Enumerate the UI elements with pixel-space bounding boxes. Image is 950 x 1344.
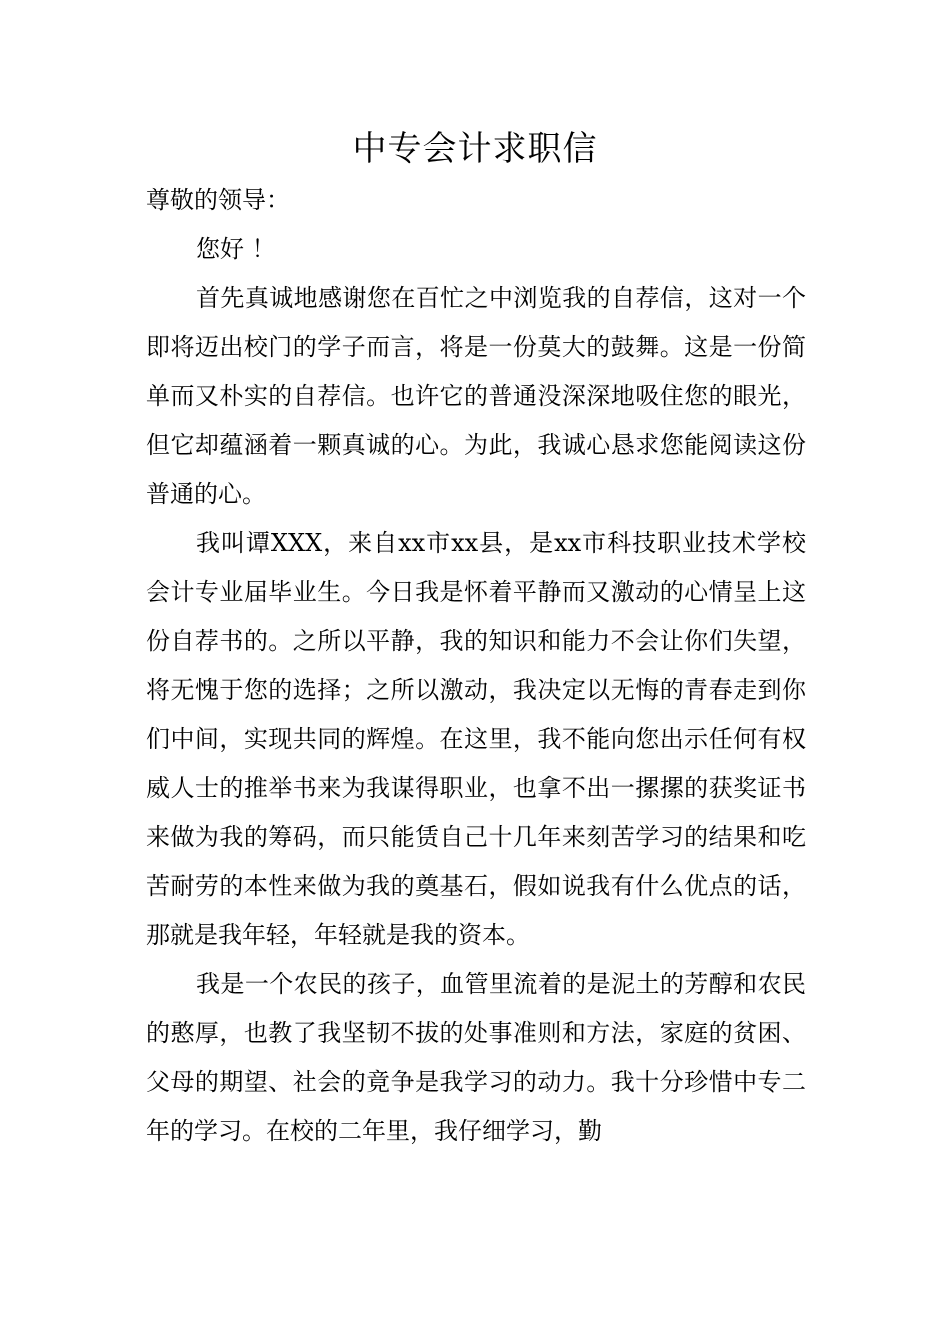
page-title: 中专会计求职信 bbox=[352, 129, 598, 169]
paragraph-1: 首先真诚地感谢您在百忙之中浏览我的自荐信，这对一个即将迈出校门的学子而言，将是一份莫大的鼓舞。这是一份简单而又朴实的自荐信。也许它的普通没深深地吸住您的眼光，但它却蕴涵着一颗真诚的心。为此，我诚心恳求您能阅读这份普通的心。 bbox=[146, 284, 806, 508]
letter-body bbox=[146, 176, 806, 1156]
greeting: 您好 ！ bbox=[196, 235, 276, 263]
paragraph-3: 我是一个农民的孩子，血管里流着的是泥土的芳醇和农民的憨厚，也教了我坚韧不拔的处事准则和方法，家庭的贫困、父母的期望、社会的竟争是我学习的动力。我十分珍惜中专二年的学习。在校的二年里，我仔细学习，勤 bbox=[146, 970, 806, 1145]
paragraph-2: 我叫谭XXX，来自xx市xx县，是xx市科技职业技术学校会计专业届毕业生。今日我是怀着平静而又激动的心情呈上这份自荐书的。之所以平静，我的知识和能力不会让你们失望，将无愧于您的选择；之所以激动，我决定以无悔的青春走到你们中间，实现共同的辉煌。在这里，我不能向您出示任何有权威人士的推举书来为我谋得职业，也拿不出一摞摞的获奖证书来做为我的筹码，而只能赁自己十几年来刻苦学习的结果和吃苦耐劳的本性来做为我的奠基石，假如说我有什么优点的话，那就是我年轻，年轻就是我的资本。 bbox=[146, 529, 806, 949]
salutation: 尊敬的领导： bbox=[146, 186, 290, 214]
